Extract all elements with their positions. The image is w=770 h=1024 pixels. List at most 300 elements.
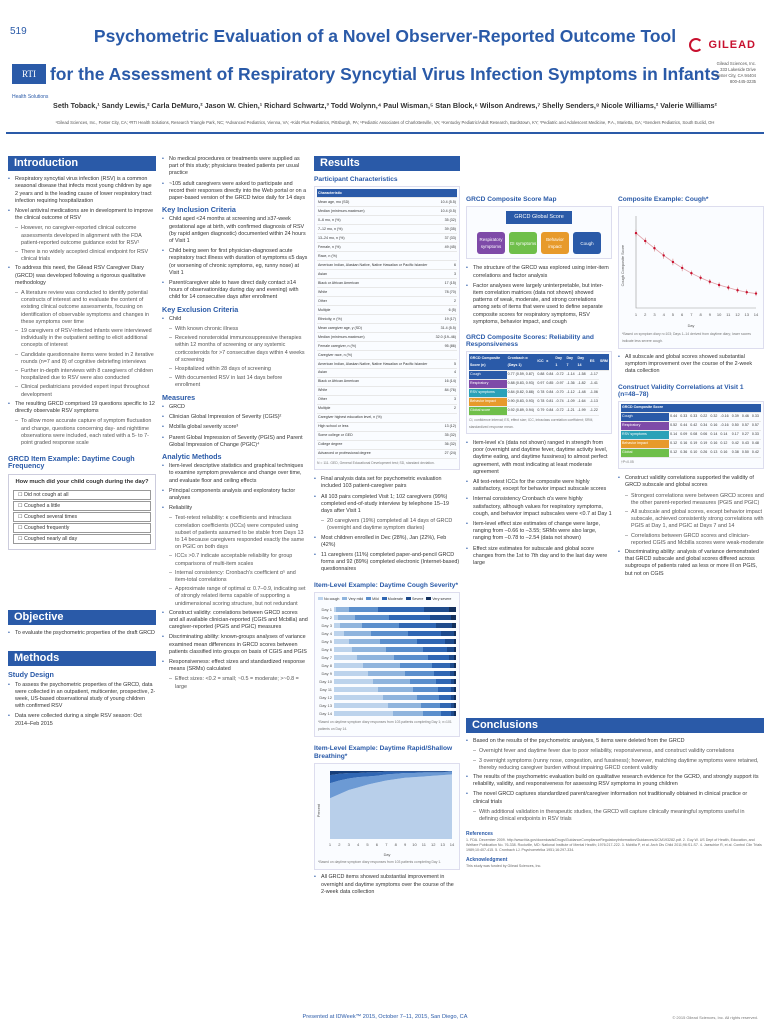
x-tick-label: 13 (744, 312, 749, 318)
x-tick-label: 8 (394, 841, 397, 847)
column-2 (162, 156, 308, 693)
bar-segment (454, 631, 456, 636)
bar-track (334, 695, 456, 700)
item-question: How much did your child cough during the day? (15, 478, 149, 485)
references-text: 1. FDA. December 2009. http://www.fda.gov/downloads/Drugs/GuidanceComplianceRegulatoryInformation/Guidances/UCM193282.pdf. 2. Guy W. US Dept of Health, Education, and Welfare Publication No. 76-338. Rockville, MD: National Institute of Mental Health; 1976:217-222. 3. Mcbilla P, et al. Arch Dis Child 2011;96:S1-S7. 4. Jaeschke R, et al. Control Clin Trials 1989;10:407-415. 5. Cronbach LJ. Psychometrika 1951;16:297-334. (466, 838, 762, 853)
table-cell: -1.21 (565, 406, 576, 415)
data-point (699, 277, 701, 279)
item-option: ☐ Coughed several times (13, 512, 151, 522)
table-row (469, 397, 609, 406)
x-tick-label: 9 (708, 312, 711, 318)
table-cell: 0.17 (731, 430, 741, 439)
table-header-cell (669, 404, 679, 412)
table-cell: Behavior impact (469, 397, 507, 406)
footer-presented: Presented at IDWeek™ 2015, October 7–11, 2015, San Diego, CA (302, 1014, 468, 1020)
methods-bullet: • Data were collected during a single RSV season: Oct 2014–Feb 2015 (8, 713, 156, 727)
table-cell: 0.33 (679, 413, 689, 422)
table-cell: Asian (317, 270, 434, 279)
table-cell: 3 (434, 270, 457, 279)
table-cell: White (317, 288, 434, 297)
table-cell: 0.39 (731, 413, 741, 422)
results-bullet: • All GRCD items showed substantial improvement in overnight and daytime symptoms over the course of the 2-week data collection (314, 874, 460, 896)
data-point (672, 261, 674, 263)
cough-composite-bullet: • All subscale and global scores showed substantial symptom improvement over the course of the 2-week data collection (618, 354, 764, 376)
table-cell: 0.88 (0.83, 0.93) (507, 379, 537, 388)
construct-validity-title: Construct Validity Correlations at Visit 1 (n=48–78) (618, 383, 744, 398)
table-row (621, 439, 761, 448)
table-cell: 2 (434, 297, 457, 306)
bar-segment (405, 671, 434, 676)
bar-segment (355, 615, 389, 620)
table-cell: -1.12 (565, 388, 576, 397)
table-row (317, 423, 457, 432)
table-cell: Black or African American (317, 378, 434, 387)
table-row (317, 342, 457, 351)
legend-swatch (342, 597, 347, 600)
intro-bullet: • The resulting GRCD comprised 19 questions specific to 12 directly observable RSV symptoms (8, 401, 156, 415)
map-bullet: • The structure of the GRCD was explored using inter-item correlations and factor analysis (466, 265, 612, 279)
table-cell: Cough (469, 370, 507, 379)
table-cell: 0.84 (545, 388, 554, 397)
table-cell: 0.14 (709, 430, 719, 439)
breathing-y-label: Percent (317, 803, 321, 817)
table-cell: Multiple (317, 405, 434, 414)
intro-sub-bullet: – Further in-depth interviews with 8 caregivers of children hospitalized due to RSV were also conducted (8, 368, 156, 382)
bar-segment (423, 711, 441, 716)
bar-segment (338, 615, 355, 620)
table-cell: -0.16 (719, 422, 730, 431)
reliability-bullet: • Effect size estimates for subscale and global score changes from the 1st to 7th day and to the last day were large (466, 546, 612, 568)
bar-segment (439, 695, 451, 700)
table-row (317, 324, 457, 333)
construct-validity-sub-bullet: – Correlations between GRCD scores and clinician-reported CGIS and Mcbilla scores were weak-moderate (618, 533, 764, 547)
inclusion-bullet: • Child aged <24 months at screening and ≥37-week gestational age at birth, with confirmed diagnosis of RSV (by rapid antigen diagnostic) documented within 24 hours of Visit 1 (162, 216, 308, 245)
table-header-cell: Day 7 (565, 354, 576, 370)
table-cell: Respiratory (621, 422, 669, 431)
table-cell (434, 414, 457, 423)
table-cell: 0.50 (741, 448, 751, 457)
x-tick-label: 2 (644, 312, 647, 318)
bar-track (334, 711, 456, 716)
table-row (317, 234, 457, 243)
table-cell: 0.10 (689, 448, 699, 457)
methods-bullet: • ~105 adult caregivers were asked to participate and record their responses directly into the Web portal or on a paper-based version of the GRCD twice daily for 14 days (162, 181, 308, 203)
reliability-bullet: • Item-level effect size estimates of change were large, ranging from –0.66 to –3.55; SRMs were also large, ranging from –0.78 to –2.54 (data not shown) (466, 521, 612, 543)
table-header-cell: Day 14 (576, 354, 588, 370)
table-row (317, 405, 457, 414)
table-cell: Mean caregiver age, y (SD) (317, 324, 434, 333)
table-cell: -1.58 (576, 370, 588, 379)
table-cell: -0.74 (554, 397, 565, 406)
map-node-respiratory: Respiratory symptoms (477, 232, 505, 254)
x-tick-label: 9 (403, 841, 407, 847)
table-cell: -1.17 (589, 370, 599, 379)
conclusion-sub-bullet: – Overnight fever and daytime fever due to poor reliability, responsiveness, and construct validity correlations (466, 748, 764, 755)
table-cell: Respiratory (469, 379, 507, 388)
table-header-cell: ES (589, 354, 599, 370)
bar-category-label: Day 5 (321, 638, 332, 644)
data-point (755, 293, 757, 295)
table-cell: 0.57 (751, 422, 761, 431)
legend-label: No cough (324, 596, 340, 601)
table-cell: Median (minimum-maximum) (317, 333, 434, 342)
bar-segment (428, 655, 449, 660)
table-header-cell (751, 404, 761, 412)
table-row (317, 351, 457, 360)
table-cell: Global (621, 448, 669, 457)
bar-segment (417, 639, 445, 644)
table-cell: 0.33 (751, 413, 761, 422)
inclusion-heading: Key Inclusion Criteria (162, 205, 236, 215)
table-cell: Other (317, 396, 434, 405)
gilead-address-line: Gilead Sciences, Inc. (716, 61, 756, 66)
bar-segment (454, 711, 456, 716)
table-cell: 0.77 (0.59, 0.87) (507, 370, 537, 379)
table-cell: 4 (434, 369, 457, 378)
measures-heading: Measures (162, 392, 196, 402)
bar-category-label: Day 14 (319, 710, 332, 716)
introduction-heading: Introduction (8, 156, 156, 171)
table-row (317, 270, 457, 279)
data-point (718, 284, 720, 286)
table-cell: -1.64 (576, 397, 588, 406)
table-cell: 0.84 (545, 370, 554, 379)
bar-track (334, 679, 456, 684)
table-cell: 31.4 (5.5) (434, 324, 457, 333)
bar-segment (454, 687, 456, 692)
bar-segment (334, 695, 383, 700)
table-cell: -0.97 (554, 379, 565, 388)
table-cell: 13 (12) (434, 423, 457, 432)
table-cell: 0.19 (699, 439, 709, 448)
exclusion-sub-bullet: – With known chronic illness (162, 326, 308, 333)
bar-segment (368, 671, 405, 676)
bar-category-label: Day 6 (321, 646, 332, 652)
legend-item (366, 596, 379, 603)
intro-bullet: • To address this need, the Gilead RSV Caregiver Diary (GRCD) was developed following a rigorous qualitative methodology (8, 265, 156, 287)
table-cell (434, 252, 457, 261)
bar-segment (451, 615, 456, 620)
bar-segment (334, 703, 388, 708)
analytic-bullet: • Responsiveness: effect sizes and standardized response means (SRMs) calculated (162, 659, 308, 673)
table-cell: 0.13 (709, 448, 719, 457)
reliability-note: CI, confidence interval; ES, effect size; ICC, intraclass correlation coefficient; SRM, standardized response mean. (469, 417, 594, 429)
item-example-card (8, 474, 156, 550)
construct-validity-sub-bullet: – Strongest correlations were between GRCD scores and the other parent-reported measures (PGIS and PGIC) (618, 493, 764, 507)
bar-segment (410, 679, 437, 684)
analytic-sub-bullet: – ICCs >0.7 indicate acceptable reliability for group comparisons of multi-item scales (162, 553, 308, 567)
legend-label: Mild (372, 596, 379, 601)
references-heading: References (466, 831, 493, 838)
table-cell: 0.26 (699, 448, 709, 457)
reliability-title: GRCD Composite Scores: Reliability and Responsiveness (466, 334, 594, 349)
table-cell: 0.16 (679, 439, 689, 448)
data-point (736, 289, 738, 291)
x-tick-label: 7 (385, 841, 388, 847)
results-bullet: • Most children enrolled in Dec (28%), Jan (22%), Feb (42%) (314, 535, 460, 549)
table-cell: 0.84 (545, 406, 554, 415)
construct-validity-table (618, 401, 764, 469)
affiliations: ¹Gilead Sciences, Inc., Foster City, CA; ²RTI Health Solutions, Research Triangle Park, NC; ³Advanced Pediatrics, Vienna, VA; ⁴Kids Plus Pediatrics, Pittsburgh, PA; ⁵Pediatric Associates of Charlottesville, VA; ⁶Kentucky Pediatric/Adult Research, Bardstown, KY; ⁷Pediatric and Adolescent Medicine, P.A., Marietta, GA; ⁸Senders Pediatrics, South Euclid, OH (55, 120, 715, 125)
intro-sub-bullet: – A literature review was conducted to identify potential constructs of interest and to evaluate the content of existing clinical outcome assessments, focusing on identification of observable symptoms and changes in these symptoms over time (8, 290, 156, 326)
table-cell: 0.16 (709, 439, 719, 448)
cough-severity-note: *Based on daytime symptom diary responses from 103 patients completing Day 1; n=101 patients on Day 14. (318, 719, 452, 732)
map-node-row (477, 232, 601, 254)
rti-logo: RTI (12, 64, 46, 84)
table-cell: White (317, 387, 434, 396)
table-cell: 0.12 (719, 439, 730, 448)
conclusion-bullet: • The novel GRCD captures standardized parent/caregiver information not traditionally obtained in clinical practice or clinical trials (466, 791, 764, 805)
conclusion-sub-bullet: – 3 overnight symptoms (runny nose, congestion, and fussiness); however, matching daytime symptoms were retained, thereby reducing caregiver burden without impairing GRCD content validity (466, 758, 764, 772)
table-row (317, 396, 457, 405)
x-tick-label: 3 (347, 841, 350, 847)
table-cell: 0.48 (751, 439, 761, 448)
bar-segment (454, 639, 456, 644)
conclusion-bullet: • Based on the results of the psychometric analyses, 5 items were deleted from the GRCD (466, 738, 764, 745)
bar-track (334, 663, 456, 668)
table-row (317, 333, 457, 342)
table-cell: 0.38 (731, 448, 741, 457)
measures-bullet: • Clinician Global Impression of Severity (CGIS)² (162, 414, 308, 421)
cough-severity-legend (318, 596, 456, 603)
table-row (317, 414, 457, 423)
x-tick-label: 10 (716, 312, 722, 318)
results-bullet: • Final analysis data set for psychometric evaluation included 103 patient-caregiver pairs (314, 476, 460, 490)
rti-subtitle: Health Solutions (12, 94, 49, 100)
table-cell: Cough (621, 413, 669, 422)
breathing-area-chart (318, 767, 456, 849)
table-cell: 35 (32) (434, 431, 457, 440)
table-cell: -1.06 (589, 388, 599, 397)
table-cell: 0.97 (536, 379, 545, 388)
table-cell: 0.22 (699, 413, 709, 422)
bar-row (318, 638, 456, 645)
bar-segment (334, 679, 373, 684)
table-cell: -1.48 (576, 388, 588, 397)
x-tick-label: 4 (357, 841, 360, 847)
table-cell: 0.12 (669, 448, 679, 457)
bar-category-label: Day 12 (319, 694, 332, 700)
data-point (644, 240, 646, 242)
x-tick-label: 12 (735, 312, 740, 318)
bar-segment (417, 695, 439, 700)
bar-row (318, 670, 456, 677)
map-bullet: • Factor analyses were largely uninterpretable, but inter-item correlation matrices (data not shown) showed patterns of weak, moderate, and strong correlations among sets of items that were used to define separate composite scores for respiratory symptoms, RSV symptoms, behavior impact, and cough (466, 283, 612, 326)
conclusion-bullet: • The results of the psychometric evaluation build on qualitative research evidence for the GCRD, and strongly support its reliability, validity, and responsiveness for assessing RSV symptoms in young children (466, 774, 764, 788)
table-cell: Median (minimum-maximum) (317, 207, 434, 216)
item-option: ☐ Coughed a little (13, 501, 151, 511)
table-row (317, 440, 457, 449)
reliability-table (466, 351, 612, 434)
table-cell: Caregiver highest education level, n (%) (317, 414, 434, 423)
bar-segment (334, 671, 368, 676)
map-node-behavior: Behavior impact (541, 232, 569, 254)
table-cell: 0.90 (0.83, 0.93) (507, 397, 537, 406)
bar-segment (378, 607, 424, 612)
bar-segment (440, 703, 451, 708)
gilead-address-line: 333 Lakeside Drive (720, 67, 756, 72)
cough-composite-note: *Based on symptom diary n=103; Days 1–14 derived from daytime diary; lower scores indicate less severe cough. (622, 331, 751, 343)
legend-label: Very mild (348, 596, 364, 601)
results-bullet: • 11 caregivers (11%) completed paper-and-pencil GRCD forms and 92 (89%) completed electronic (Internet-based) questionnaires (314, 552, 460, 574)
item-example-title: GRCD Item Example: Daytime Cough Frequency (8, 454, 135, 471)
legend-swatch (318, 597, 323, 600)
bar-segment (334, 631, 344, 636)
bar-segment (408, 631, 441, 636)
table-row (317, 449, 457, 458)
item-option: ☐ Did not cough at all (13, 490, 151, 500)
bar-row (318, 702, 456, 709)
table-cell: 39 (35) (434, 225, 457, 234)
table-row (469, 406, 609, 415)
table-header-cell (731, 404, 741, 412)
table-cell: 0.27 (741, 430, 751, 439)
reliability-bullet: • Internal consistency Cronbach α's were highly satisfactory, although values for respiratory symptoms, cough, and behavior impact subscales were <0.7 at Day 1 (466, 496, 612, 518)
table-cell: 0.43 (741, 439, 751, 448)
legend-swatch (426, 597, 431, 600)
bar-segment (454, 703, 456, 708)
bar-track (334, 655, 456, 660)
participant-title: Participant Characteristics (314, 176, 398, 184)
analytic-bullet: • Construct validity: correlations between GRCD scores and all available clinician-reported (CGIS and Mcbilla) and caregiver-reported (PGIS and PGIC) measures (162, 610, 308, 632)
bar-segment (454, 647, 456, 652)
composite-map-title: GRCD Composite Score Map (466, 196, 557, 203)
table-header-cell (699, 404, 709, 412)
table-cell: 35 (32) (434, 216, 457, 225)
bar-category-label: Day 2 (321, 614, 332, 620)
table-cell: 0–6 mo, n (%) (317, 216, 434, 225)
bar-segment (441, 711, 451, 716)
table-cell (434, 189, 457, 197)
table-cell: College degree (317, 440, 434, 449)
table-cell: Asian (317, 369, 434, 378)
gilead-address (715, 61, 756, 85)
analytic-bullet: • Item-level descriptive statistics and graphical techniques to examine symptom prevalence and change over time, and evaluate floor and ceiling effects (162, 463, 308, 485)
bar-segment (357, 655, 394, 660)
table-header-cell: Day 1 (554, 354, 565, 370)
table-header-row (469, 354, 609, 370)
bar-segment (334, 655, 357, 660)
table-cell: Multiple (317, 306, 434, 315)
table-row (317, 297, 457, 306)
table-cell: 19 (17) (434, 315, 457, 324)
bar-row (318, 694, 456, 701)
analytic-sub-bullet: – Approximate range of optimal α: 0.7–0.9, indicating set of strongly related items capable of supporting a unidimensional scoring structure, but not redundant (162, 586, 308, 608)
bar-segment (334, 639, 349, 644)
table-row (317, 431, 457, 440)
table-cell: 0.36 (679, 448, 689, 457)
cough-composite-y-label: Cough Composite Score (621, 245, 625, 287)
gilead-logo (689, 38, 756, 52)
table-cell (434, 351, 457, 360)
bar-segment (336, 607, 348, 612)
legend-label: Moderate (387, 596, 403, 601)
table-row (317, 315, 457, 324)
data-point (690, 272, 692, 274)
bar-row (318, 686, 456, 693)
table-cell: Some college or GED (317, 431, 434, 440)
table-cell: 10.4 (5.5) (434, 198, 457, 207)
x-tick-label: 5 (671, 312, 675, 318)
legend-swatch (366, 597, 371, 600)
participant-table (314, 186, 460, 470)
table-row (317, 243, 457, 252)
table-cell: 0.09 (679, 430, 689, 439)
table-cell: 0.57 (741, 422, 751, 431)
data-point (746, 291, 748, 293)
bar-track (334, 647, 456, 652)
table-row (317, 207, 457, 216)
title-line-1: Psychometric Evaluation of a Novel Observer-Reported Outcome Tool (93, 26, 677, 46)
x-tick-label: 11 (726, 312, 731, 318)
table-cell: 0.42 (689, 422, 699, 431)
bar-segment (434, 671, 450, 676)
table-cell: -1.99 (576, 406, 588, 415)
table-cell: 49 (45) (434, 243, 457, 252)
conclusions-heading: Conclusions (466, 718, 764, 733)
table-cell: 0.33 (689, 413, 699, 422)
bar-track (334, 623, 456, 628)
table-row (317, 216, 457, 225)
bar-segment (430, 615, 451, 620)
poster-number: 519 (10, 26, 27, 37)
cough-series-line (636, 233, 756, 293)
analytic-heading: Analytic Methods (162, 451, 222, 461)
legend-item (382, 596, 403, 603)
x-tick-label: 11 (421, 841, 426, 847)
x-tick-label: 6 (681, 312, 684, 318)
bar-segment (344, 631, 371, 636)
bar-segment (380, 639, 417, 644)
table-cell: 0.42 (751, 448, 761, 457)
table-cell: 78 (70) (434, 288, 457, 297)
table-cell: 95 (86) (434, 342, 457, 351)
bar-segment (386, 647, 423, 652)
cough-composite-plot (622, 210, 760, 320)
table-cell: -1.41 (589, 379, 599, 388)
legend-swatch (406, 597, 411, 600)
cough-composite-x-label: Day (687, 324, 695, 329)
legend-item (426, 596, 451, 603)
bar-category-label: Day 8 (321, 662, 332, 668)
bar-category-label: Day 11 (319, 686, 332, 692)
bar-segment (454, 663, 456, 668)
table-cell: 0.78 (536, 388, 545, 397)
table-header-row (621, 404, 761, 412)
table-cell: 2 (434, 405, 457, 414)
reliability-bullet: • All test-retest ICCs for the composite were highly satisfactory, except for behavior impact subscale scores (466, 479, 612, 493)
table-row (317, 288, 457, 297)
legend-swatch (382, 597, 387, 600)
methods-bullet: • No medical procedures or treatments were supplied as part of this study; physicians treated patients per usual practice (162, 156, 308, 178)
table-cell: Characteristic (317, 189, 434, 197)
bar-track (334, 631, 456, 636)
bar-segment (383, 695, 417, 700)
header-rule (6, 132, 764, 134)
table-cell: 16 (14) (434, 378, 457, 387)
bar-segment (413, 687, 437, 692)
bar-track (334, 687, 456, 692)
table-cell: -1.36 (565, 379, 576, 388)
exclusion-sub-bullet: – Received nonsteroidal immunosuppressive therapies within 12 months of screening or any systemic corticosteroids for >7 consecutive days within 4 weeks of screening (162, 335, 308, 364)
composite-map (466, 206, 612, 259)
table-header-cell: SRM (599, 354, 609, 370)
intro-sub-bullet: – Clinical pediatricians provided expert input throughout development (8, 384, 156, 398)
bar-segment (371, 631, 409, 636)
table-cell: 0.79 (536, 406, 545, 415)
x-tick-label: 14 (753, 312, 759, 318)
table-row (469, 370, 609, 379)
